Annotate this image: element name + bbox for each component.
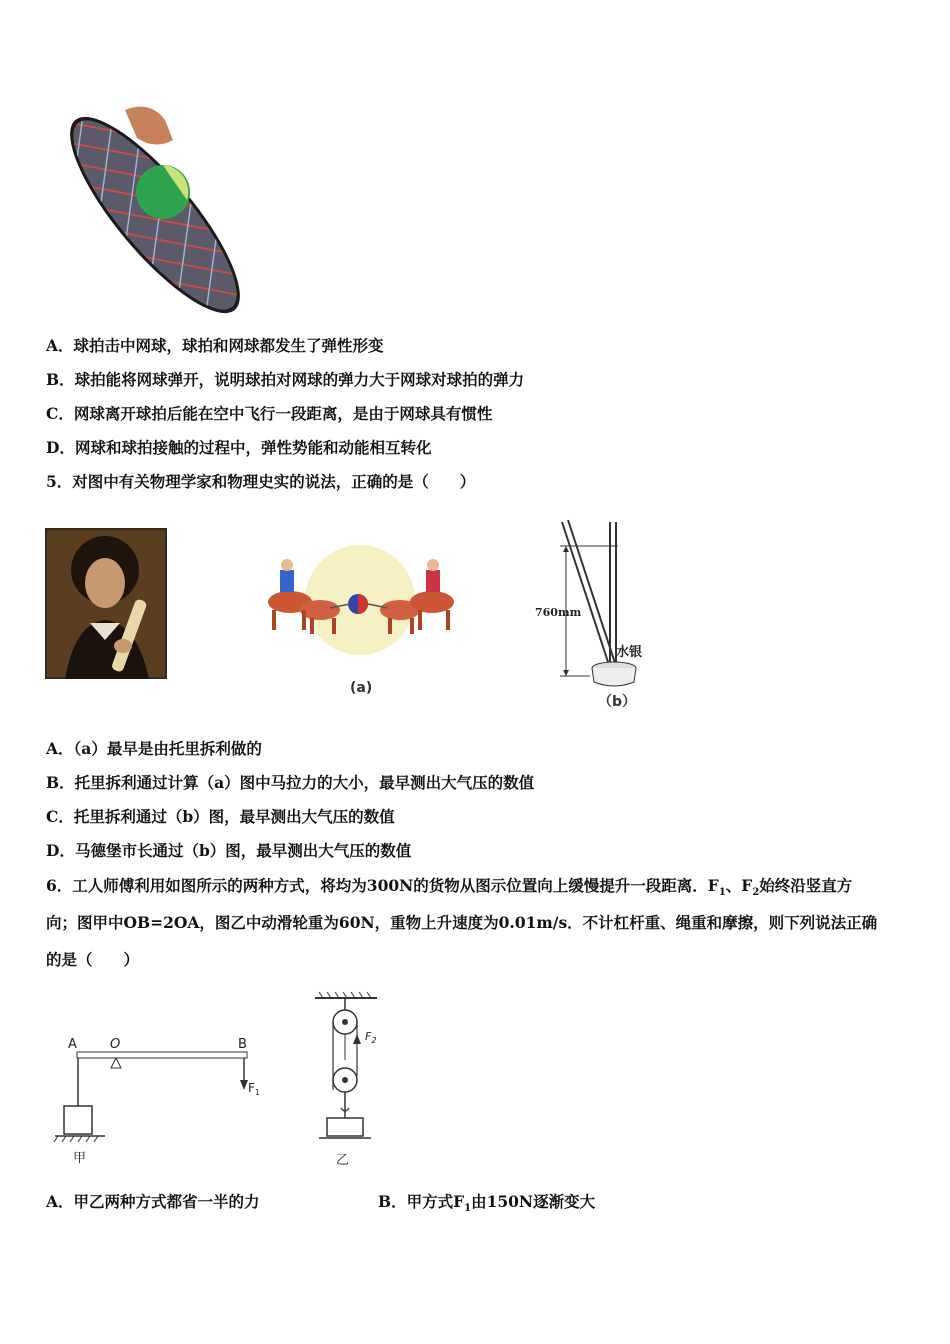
point-o-label: O	[110, 1037, 121, 1052]
point-b-label: B	[238, 1037, 247, 1052]
figure-yi-caption: 乙	[336, 1153, 350, 1168]
fig-b-label: （b）	[598, 694, 637, 710]
figure-jia-caption: 甲	[73, 1151, 87, 1166]
q6-option-a: A．甲乙两种方式都省一半的力	[46, 1192, 260, 1211]
q4-option-a: A．球拍击中网球，球拍和网球都发生了弹性形变	[46, 336, 384, 355]
force-f1-label: $F_1$	[248, 1081, 260, 1097]
fig-b-height-label: 760mm	[535, 606, 582, 619]
tennis-racket-figure	[55, 100, 265, 320]
q6-option-b: B．甲方式$F_1$由150N逐渐变大	[378, 1192, 596, 1215]
q4-option-c: C．网球离开球拍后能在空中飞行一段距离，是由于网球具有惯性	[46, 404, 493, 423]
q6-stem-line1: 6．工人师傅利用如图所示的两种方式，将均为300N的货物从图示位置向上缓慢提升一段距离．$F_1$、$F_2$始终沿竖直方	[46, 876, 853, 899]
q4-option-b: B．球拍能将网球弹开，说明球拍对网球的弹力大于网球对球拍的弹力	[46, 370, 525, 389]
q5-stem: 5．对图中有关物理学家和物理史实的说法，正确的是（ ）	[46, 472, 476, 491]
lever-figure-jia	[50, 1030, 275, 1170]
q5-option-c: C．托里拆利通过（b）图，最早测出大气压的数值	[46, 807, 395, 826]
point-a-label: A	[68, 1037, 77, 1052]
fig-b-mercury-label: 水银	[616, 645, 643, 660]
force-f2-label: $F_2$	[365, 1030, 377, 1045]
physicist-portrait	[45, 528, 167, 679]
q4-option-d: D．网球和球拍接触的过程中，弹性势能和动能相互转化	[46, 438, 432, 457]
q5-option-b: B．托里拆利通过计算（a）图中马拉力的大小，最早测出大气压的数值	[46, 773, 535, 792]
torricelli-tube-figure	[530, 518, 660, 713]
q6-stem-line2: 向；图甲中OB=2OA，图乙中动滑轮重为60N，重物上升速度为0.01m/s．不计杠杆重、绳重和摩擦，则下列说法正确	[46, 913, 878, 932]
q6-stem-line3: 的是（ ）	[46, 950, 140, 969]
hand-icon	[125, 107, 173, 145]
pulley-figure-yi	[305, 990, 395, 1170]
magdeburg-hemispheres-figure	[250, 540, 470, 705]
q5-option-a: A．（a）最早是由托里拆利做的	[46, 739, 262, 758]
q5-option-d: D．马德堡市长通过（b）图，最早测出大气压的数值	[46, 841, 412, 860]
fig-a-label: (a)	[350, 680, 373, 696]
